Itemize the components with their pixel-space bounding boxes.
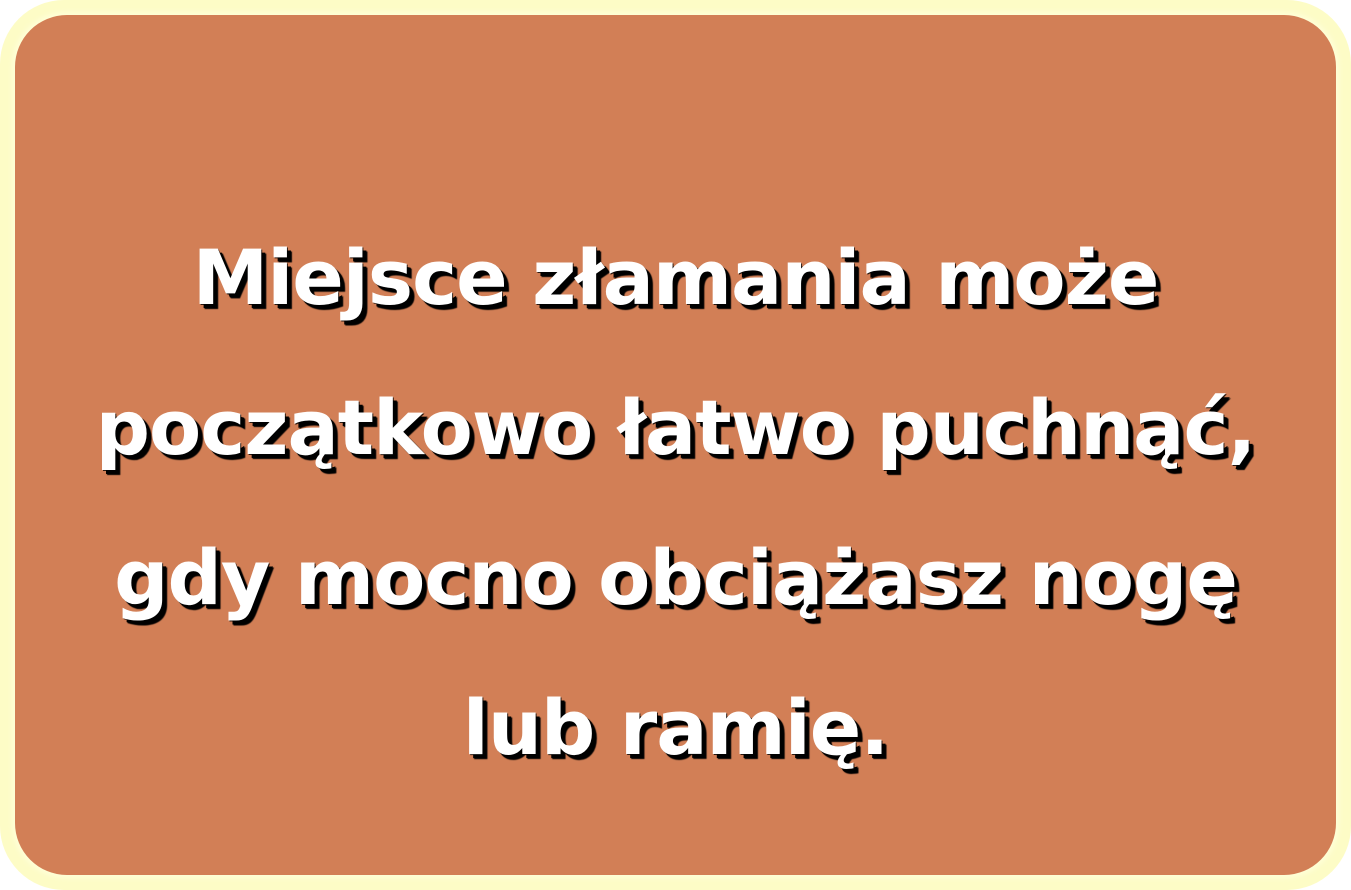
caption-line-4: lub ramię.	[462, 683, 889, 772]
caption-line-3: gdy mocno obciążasz nogę	[114, 533, 1237, 622]
caption-line-1: Miejsce złamania może	[192, 233, 1159, 322]
caption-line-2: początkowo łatwo puchnąć,	[95, 383, 1256, 472]
message-card	[15, 15, 1336, 875]
caption-text	[15, 203, 1336, 803]
